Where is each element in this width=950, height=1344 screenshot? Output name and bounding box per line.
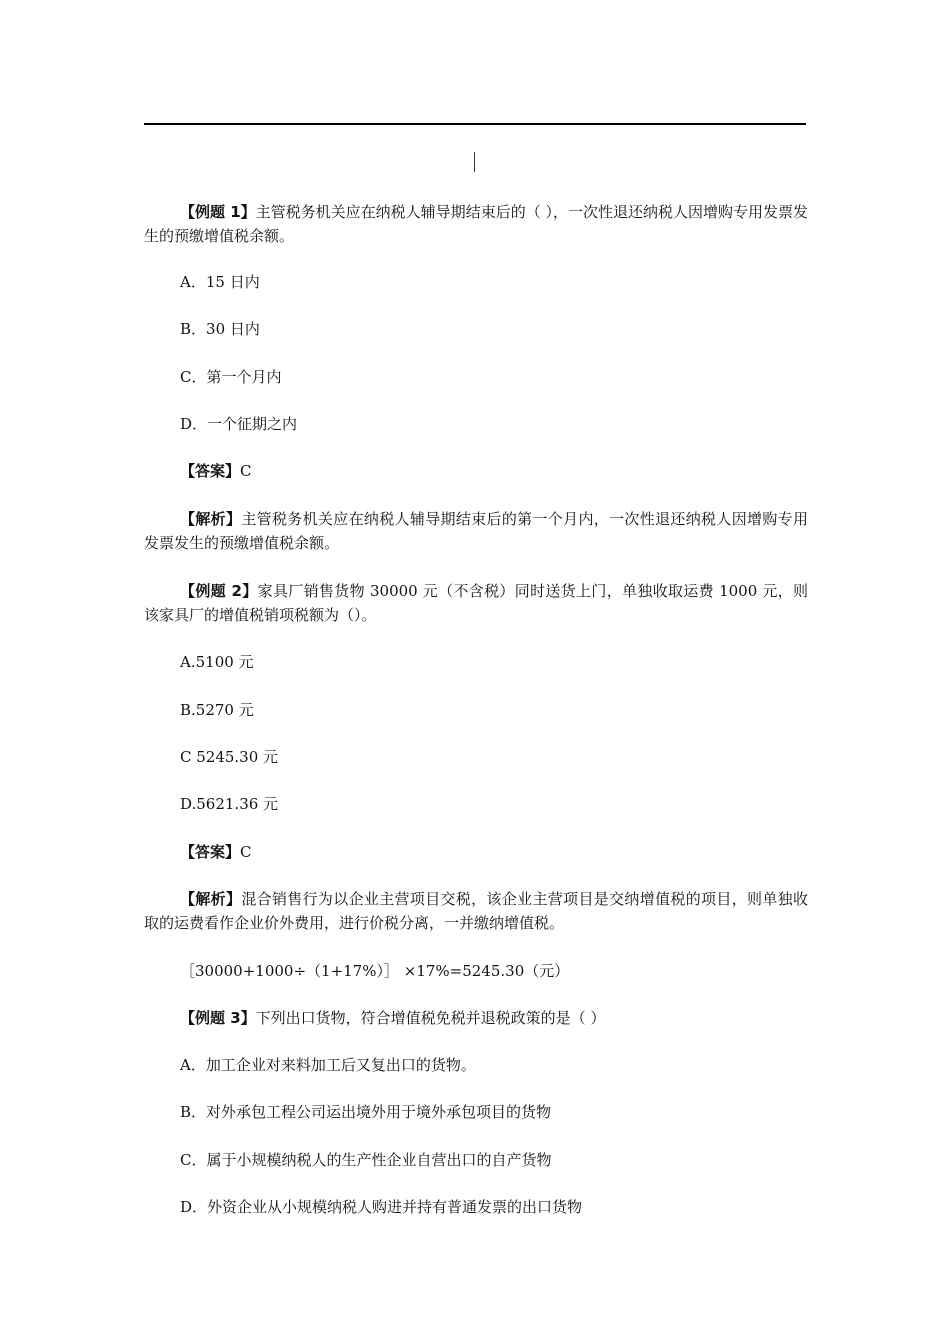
header-rule — [144, 123, 806, 125]
q1-option-d: D．一个征期之内 — [180, 415, 298, 433]
q1-option-a: A．15 日内 — [180, 273, 260, 291]
q3-option-a: A．加工企业对来料加工后又复出口的货物。 — [180, 1056, 476, 1074]
q2-option-b: B.5270 元 — [180, 701, 254, 719]
q1-analysis — [144, 507, 808, 555]
q1-option-b: B．30 日内 — [180, 320, 260, 338]
q3-option-c: C．属于小规模纳税人的生产性企业自营出口的自产货物 — [180, 1151, 552, 1169]
q1-analysis-text: 主管税务机关应在纳税人辅导期结束后的第一个月内，一次性退还纳税人因增购专用发票发生的预缴增值税余额。 — [144, 510, 808, 552]
q1-option-c: C．第一个月内 — [180, 368, 282, 386]
q2-analysis-text: 混合销售行为以企业主营项目交税，该企业主营项目是交纳增值税的项目，则单独收取的运费看作企业价外费用，进行价税分离，一并缴纳增值税。 — [144, 890, 808, 932]
q1-answer — [144, 459, 844, 483]
q1-answer-tag: 【答案】 — [180, 462, 241, 480]
q1-analysis-tag: 【解析】 — [180, 510, 242, 528]
q1-text: 主管税务机关应在纳税人辅导期结束后的（ ），一次性退还纳税人因增购专用发票发生的预缴增值税余额。 — [144, 203, 808, 245]
q2-answer-tag: 【答案】 — [180, 843, 241, 861]
q2-option-d: D.5621.36 元 — [180, 795, 279, 813]
q2-text: 家具厂销售货物 30000 元（不含税）同时送货上门，单独收取运费 1000 元，则该家具厂的增值税销项税额为（）。 — [144, 582, 808, 624]
q2-analysis — [144, 887, 808, 935]
q3-text: 下列出口货物，符合增值税免税并退税政策的是（ ） — [255, 1009, 606, 1027]
text-cursor — [474, 152, 475, 172]
q2-stem — [144, 579, 808, 627]
q1-tag: 【例题 1】 — [180, 203, 256, 221]
q1-stem — [144, 200, 808, 248]
q2-option-c: C 5245.30 元 — [180, 748, 279, 766]
q2-tag: 【例题 2】 — [180, 582, 258, 600]
q2-answer-value: C — [240, 843, 252, 861]
q1-answer-value: C — [240, 462, 252, 480]
q2-answer — [144, 840, 844, 864]
q2-formula: ［30000+1000÷（1+17%）］ ×17%=5245.30（元） — [180, 962, 570, 980]
q3-tag: 【例题 3】 — [180, 1009, 256, 1027]
q2-analysis-tag: 【解析】 — [180, 890, 242, 908]
q3-option-d: D．外资企业从小规模纳税人购进并持有普通发票的出口货物 — [180, 1198, 583, 1216]
q3-stem — [144, 1006, 844, 1030]
q2-option-a: A.5100 元 — [180, 653, 254, 671]
q3-option-b: B．对外承包工程公司运出境外用于境外承包项目的货物 — [180, 1103, 552, 1121]
